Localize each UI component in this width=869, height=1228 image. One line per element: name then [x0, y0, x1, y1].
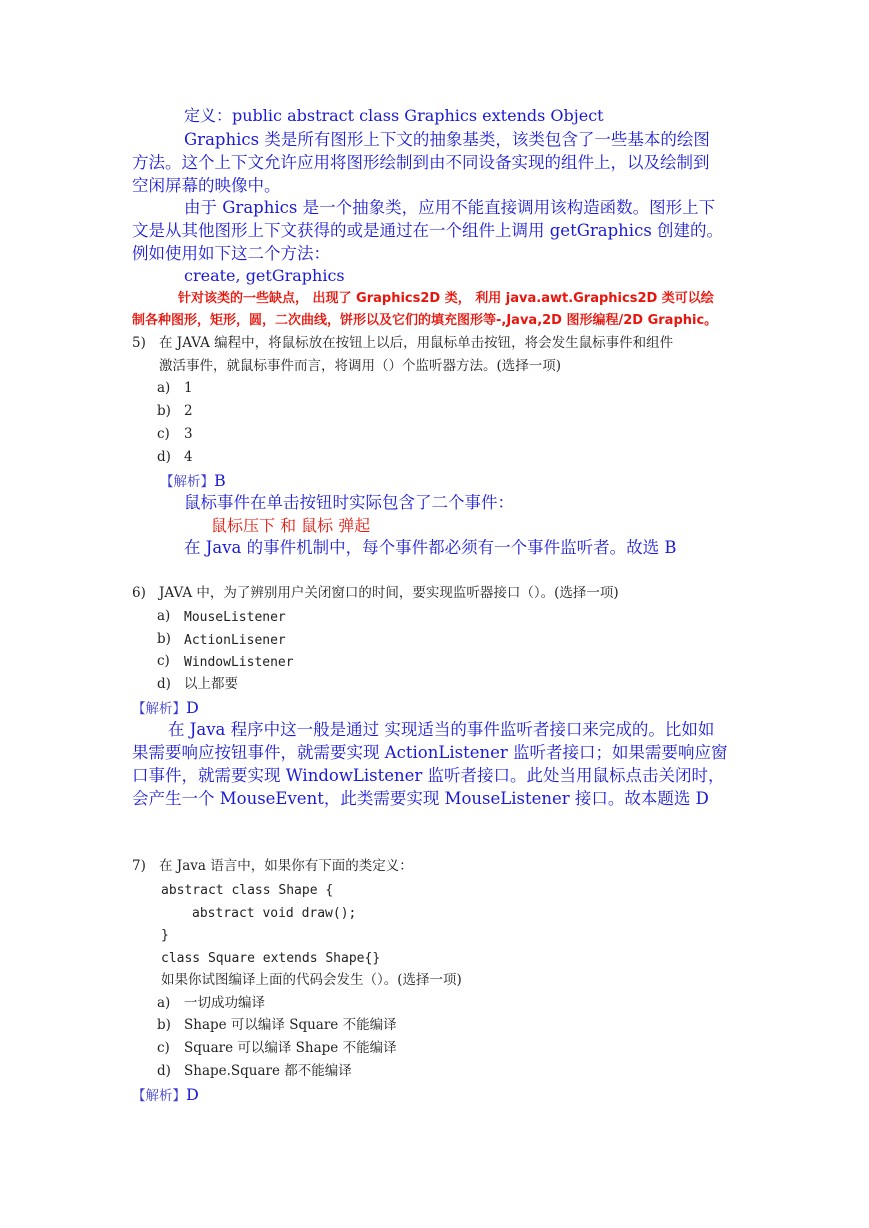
option-key: a) [157, 995, 171, 1011]
code-line-3: } [161, 928, 169, 943]
intro-paragraph-2-line-1: 由于 Graphics 是一个抽象类，应用不能直接调用该构造函数。图形上下 [184, 198, 716, 217]
intro-paragraph-1-line-1: Graphics 类是所有图形上下文的抽象基类，该类包含了一些基本的绘图 [184, 130, 710, 149]
option-text: Shape.Square 都不能编译 [184, 1063, 352, 1079]
option-text: 以上都要 [184, 676, 238, 692]
analysis-tag: 【解析】 [132, 1088, 186, 1104]
option-text: 3 [184, 426, 193, 442]
analysis-tag: 【解析】 [132, 701, 186, 717]
answer-value: D [186, 1085, 199, 1104]
question-stem-line-1: 在 JAVA 编程中，将鼠标放在按钮上以后，用鼠标单击按钮，将会发生鼠标事件和组件 [159, 335, 674, 351]
explanation-line-1: 在 Java 程序中这一般是通过 实现适当的事件监听者接口来完成的。比如如 [168, 720, 715, 739]
question-number: 7) [132, 858, 146, 874]
code-line-4: class Square extends Shape{} [161, 951, 381, 966]
option-text: 一切成功编译 [184, 995, 265, 1011]
option-key: b) [157, 403, 171, 419]
intro-paragraph-1-line-3: 空闲屏幕的映像中。 [132, 176, 281, 195]
explanation-line-2: 果需要响应按钮事件，就需要实现 ActionListener 监听者接口；如果需要响应窗 [132, 743, 728, 762]
code-line-2: abstract void draw(); [192, 906, 357, 921]
option-key: c) [157, 426, 170, 442]
methods-line: create, getGraphics [184, 266, 345, 285]
option-key: b) [157, 631, 171, 647]
analysis-label [132, 700, 199, 717]
option-text: 1 [184, 380, 193, 396]
question-number: 5) [132, 335, 146, 351]
code-line-1: abstract class Shape { [161, 883, 334, 898]
explanation-line-3: 口事件，就需要实现 WindowListener 监听者接口。此处当用鼠标点击关闭时， [132, 766, 725, 785]
intro-paragraph-1-line-2: 方法。这个上下文允许应用将图形绘制到由不同设备实现的组件上，以及绘制到 [132, 153, 710, 172]
explanation-highlight: 鼠标压下 和 鼠标 弹起 [211, 516, 371, 535]
option-text: Shape 可以编译 Square 不能编译 [184, 1017, 397, 1033]
answer-value: B [214, 471, 226, 490]
option-text: WindowListener [184, 655, 294, 670]
option-key: a) [157, 380, 171, 396]
question-stem-2: 如果你试图编译上面的代码会发生（）。(选择一项) [161, 972, 462, 988]
analysis-label [160, 473, 226, 490]
graphics2d-note-line-2: 制各种图形，矩形，圆，二次曲线，饼形以及它们的填充图形等-,Java,2D 图形编程/2D Graphic。 [132, 313, 718, 328]
explanation-line-4: 会产生一个 MouseEvent，此类需要实现 MouseListener 接口。故本题选 D [132, 789, 709, 808]
option-text: MouseListener [184, 610, 286, 625]
option-key: c) [157, 653, 170, 669]
question-stem: JAVA 中，为了辨别用户关闭窗口的时间，要实现监听器接口（）。(选择一项) [159, 585, 619, 601]
option-text: 2 [184, 403, 193, 419]
intro-paragraph-2-line-3: 例如使用如下这二个方法： [132, 244, 330, 263]
explanation-line-1: 鼠标事件在单击按钮时实际包含了二个事件： [184, 493, 514, 512]
option-key: b) [157, 1017, 171, 1033]
question-stem-line-2: 激活事件，就鼠标事件而言，将调用（）个监听器方法。(选择一项) [159, 358, 562, 374]
option-key: d) [157, 449, 171, 465]
analysis-tag: 【解析】 [160, 474, 214, 490]
option-key: d) [157, 676, 171, 692]
option-text: 4 [184, 449, 193, 465]
answer-value: D [186, 698, 199, 717]
option-text: ActionLisener [184, 633, 286, 648]
definition-line: 定义：public abstract class Graphics extends Object [184, 106, 604, 125]
option-key: a) [157, 608, 171, 624]
option-key: d) [157, 1063, 171, 1079]
explanation-line-2: 在 Java 的事件机制中，每个事件都必须有一个事件监听者。故选 B [184, 538, 677, 557]
question-number: 6) [132, 585, 146, 601]
graphics2d-note-line-1: 针对该类的一些缺点， 出现了 Graphics2D 类， 利用 java.awt.Graphics2D 类可以绘 [178, 291, 714, 306]
intro-paragraph-2-line-2: 文是从其他图形上下文获得的或是通过在一个组件上调用 getGraphics 创建的。 [132, 221, 724, 240]
option-key: c) [157, 1040, 170, 1056]
question-stem: 在 Java 语言中，如果你有下面的类定义： [159, 858, 413, 874]
analysis-label [132, 1087, 199, 1104]
option-text: Square 可以编译 Shape 不能编译 [184, 1040, 397, 1056]
